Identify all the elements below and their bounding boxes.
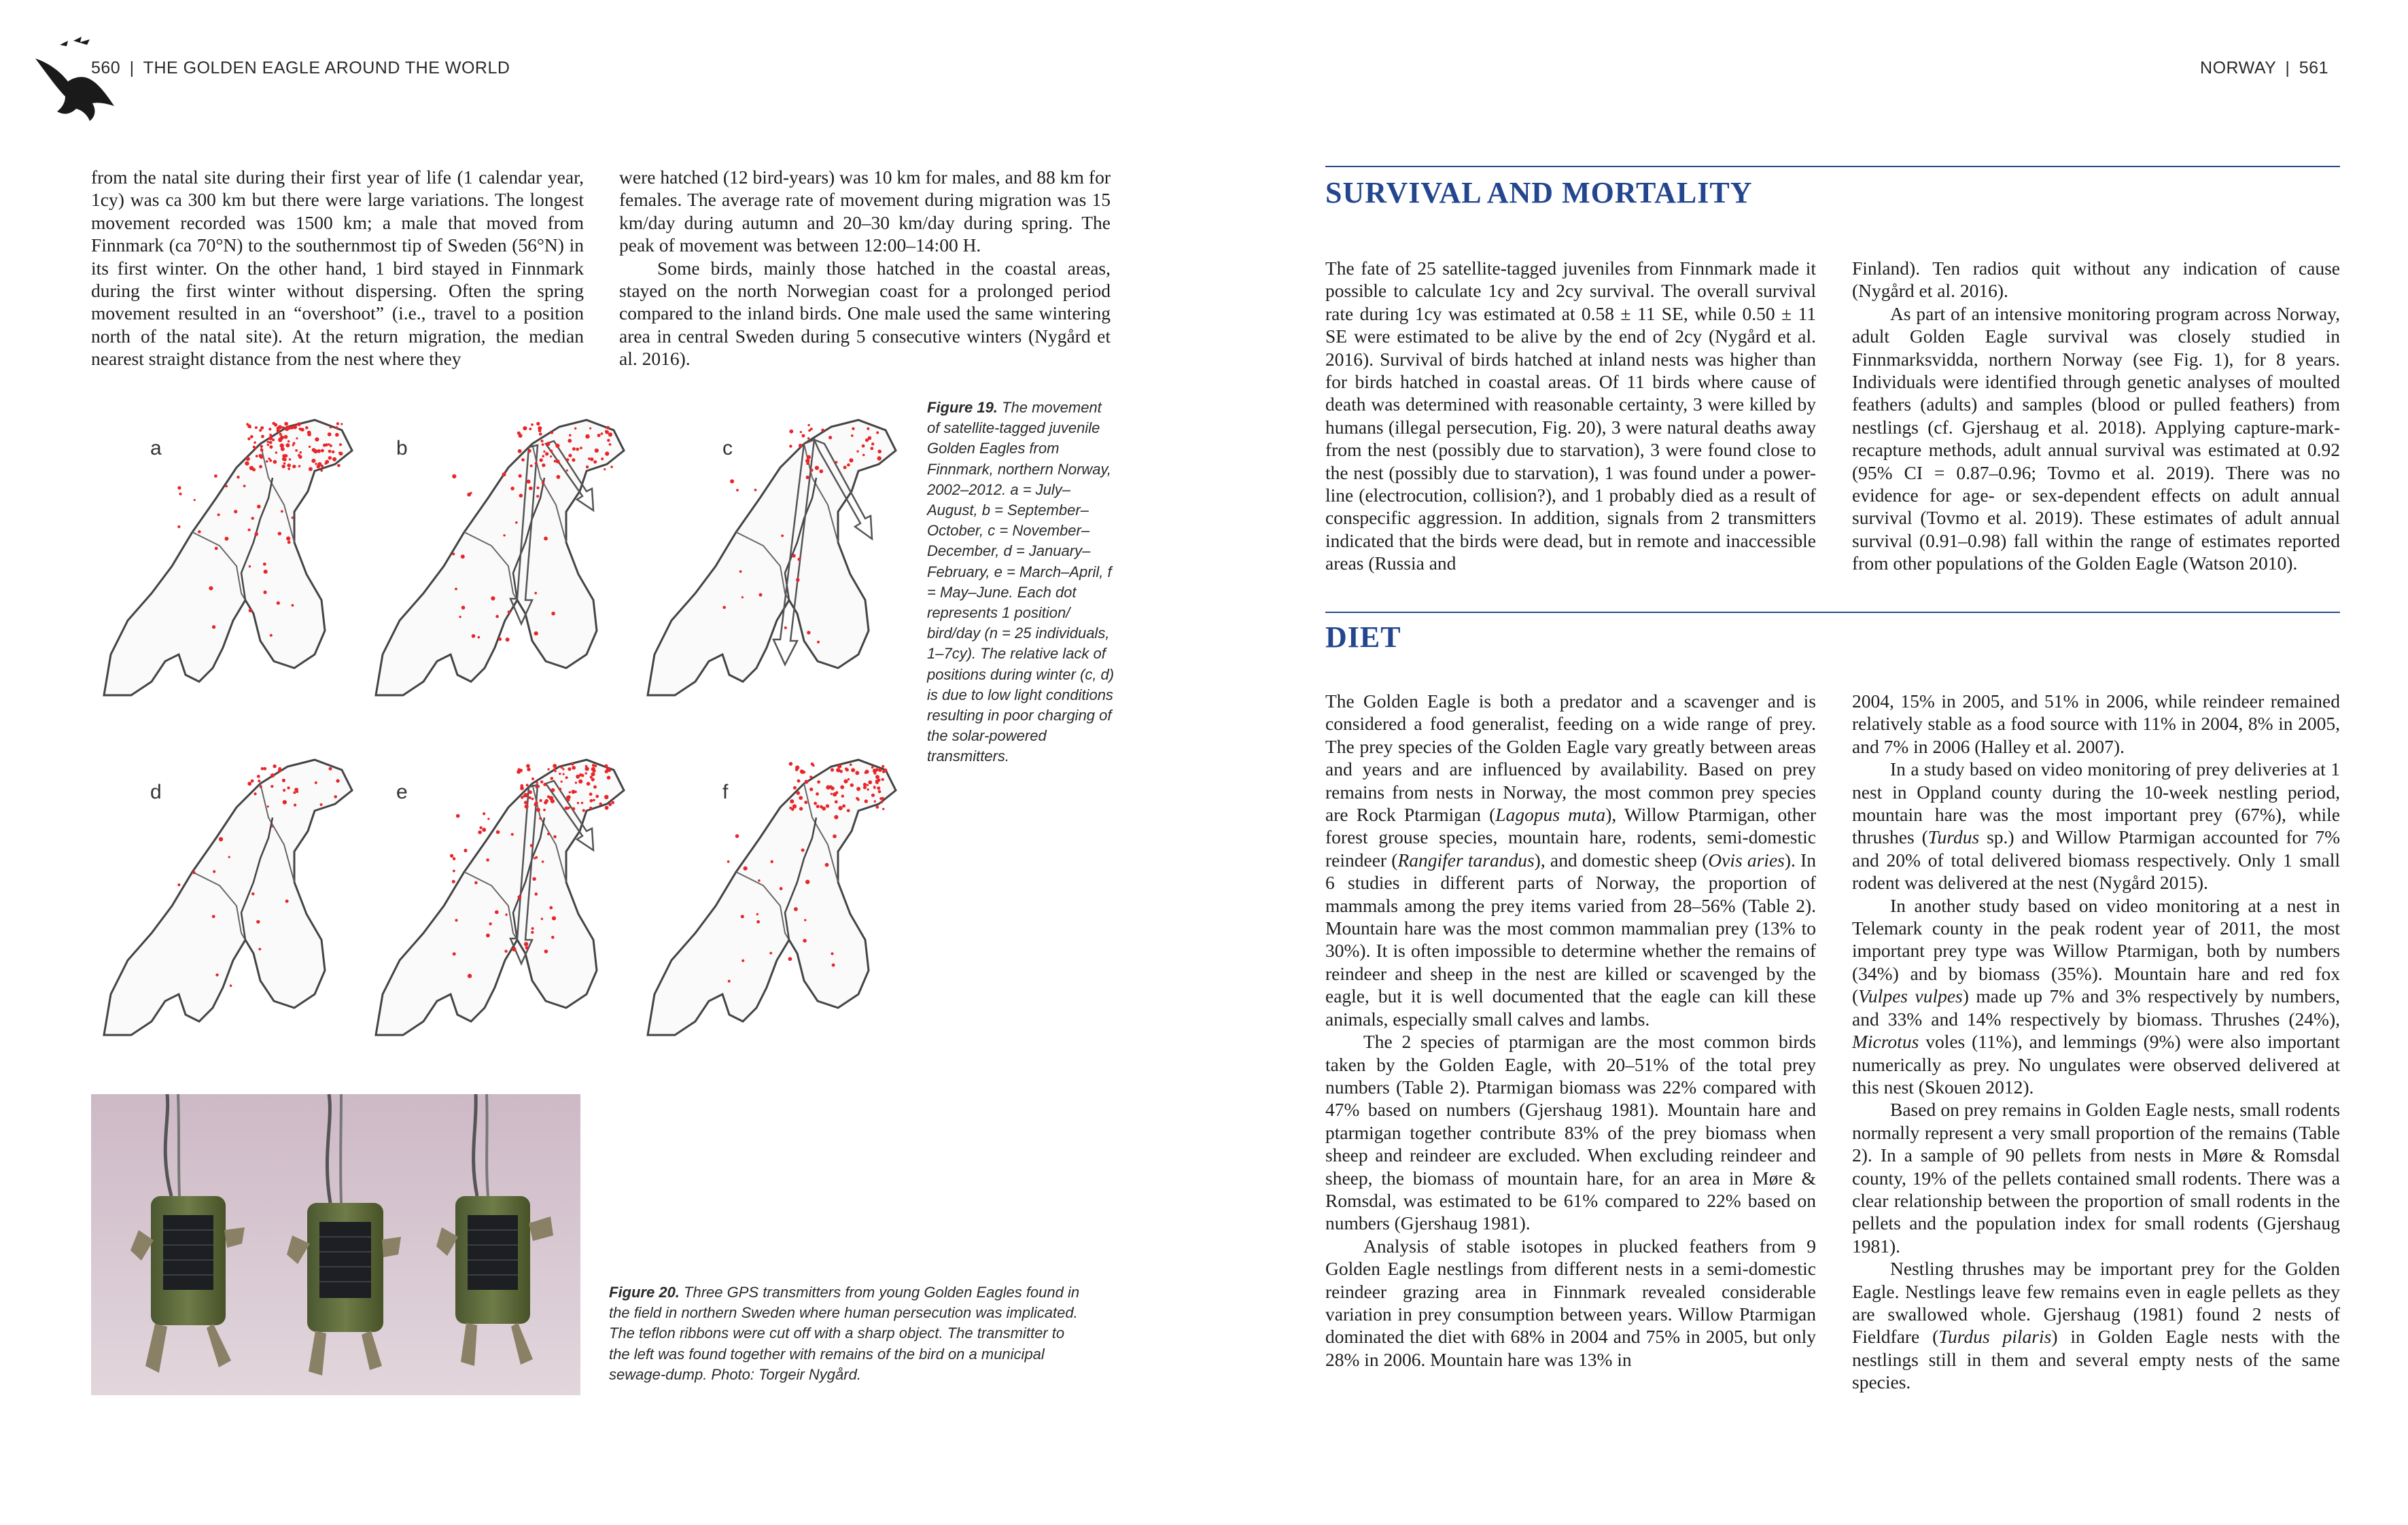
paragraph: The Golden Eagle is both a predator and a scavenger and is considered a food generalist, feeding on a wide range of prey. The prey species of the Golden Eagle vary greatly between areas and years and are influenced by availability. Based on prey remains from nests in Norway, the most common prey species are Rock Ptarmigan (Lagopus muta), Willow Ptarmigan, other forest grouse species, mountain hare, rodents, semi-domestic reindeer (Rangifer tarandus), and domestic sheep (Ovis aries). In 6 studies in different parts of Norway, the proportion of mammals among the prey items varied from 28–56% (Table 2). Mountain hare was the most common mammalian prey (13% to 30%). It is often impossible to determine whether the remains of reindeer and sheep in the nest are killed or scavenged by the eagle, but it is well documented that the eagle can kill these animals, especially small calves and lambs. [1325, 690, 1816, 1030]
figure-20-caption [609, 1282, 1088, 1385]
paragraph: The fate of 25 satellite-tagged juveniles from Finnmark made it possible to calculate 1cy and 2cy survival. The overall survival rate during 1cy was estimated at 0.58 ± 11 SE, while 0.50 ± 11 SE were estimated to be alive by the end of 2cy (Nygård et al. 2016). Survival of birds hatched at inland nests was higher than for birds hatched in coastal areas. Of 11 birds where cause of death was determined with reasonable certainty, 3 were killed by humans (illegal persecution, Fig. 20), 3 were natural deaths away from the nest (possibly due to starvation), 3 were found close to the nest (possibly due to starvation), 1 was found under a power-line (electrocution, collision?), and 1 probably died as a result of conspecific aggression. In addition, signals from 2 transmitters indicated that the birds were dead, but in remote and inaccessible areas (Russia and [1325, 258, 1816, 574]
left-page-header [91, 58, 510, 78]
paragraph: Finland). Ten radios quit without any indication of cause (Nygård et al. 2016). [1852, 258, 2340, 302]
right-page-number: 561 [2299, 58, 2328, 77]
caption-text: The movement of satellite-tagged juvenile Golden Eagles from Finnmark, northern Norway, 2002–2012. a = July–August, b = September–October, c = November–December, d = January–February, e = March–April, f = May–June. Each dot represents 1 position/ bird/day (n = 25 individuals, 1–7cy). The relative lack of positions during winter (c, d) is due to low light conditions resulting in poor charging of the solar-powered transmitters. [927, 399, 1115, 765]
header-separator: | [129, 58, 135, 77]
map-panel-e [362, 736, 631, 1066]
panel-label: f [722, 781, 729, 803]
paragraph: 2004, 15% in 2005, and 51% in 2006, while reindeer remained relatively stable as a food source with 11% in 2004, 8% in 2005, and 7% in 2006 (Halley et al. 2007). [1852, 690, 2340, 757]
map-panel-b [362, 396, 631, 726]
caption-label: Figure 19. [927, 399, 998, 416]
right-page-header [2200, 58, 2328, 78]
paragraph: Based on prey remains in Golden Eagle nests, small rodents normally represent a very small proportion of the remains (Table 2). In a sample of 90 pellets from nests in Møre & Romsdal county, 19% of the pellets contained small rodents. There was a clear relationship between the proportion of small rodents in the pellets and the population index for small rodents (Gjershaug 1981). [1852, 1099, 2340, 1257]
paragraph: The 2 species of ptarmigan are the most common birds taken by the Golden Eagle, with 20–51% of the total prey numbers (Table 2). Ptarmigan biomass was 22% compared with 47% based on numbers (Gjershaug 1981). Mountain hare and ptarmigan together contribute 83% of the prey biomass when sheep and reindeer are excluded. When excluding reindeer and sheep, the biomass of mountain hare, for an area in Møre & Romsdal, was estimated to be 61% compared to 22% based on numbers (Gjershaug 1981). [1325, 1031, 1816, 1234]
figure-19-maps [90, 396, 899, 1066]
panel-label: e [396, 781, 408, 803]
panel-label: d [150, 781, 162, 803]
paragraph: As part of an intensive monitoring program across Norway, adult Golden Eagle survival was closely studied in Finnmarksvidda, northern Norway (see Fig. 1), for 8 years. Individuals were identified through genetic analyses of moulted feathers (adults) and samples (blood or pulled feathers) from nestlings (cf. Gjershaug et al. 2018). Applying capture-mark-recapture methods, adult annual survival was estimated at 0.92 (95% CI = 0.87–0.96; Tovmo et al. 2019). There was no evidence for age- or sex-dependent effects on adult annual survival (Tovmo et al. 2019). These estimates of adult annual survival (0.91–0.98) fall within the range of estimates reported from other populations of the Golden Eagle (Watson 2010). [1852, 302, 2340, 574]
panel-label: b [396, 437, 408, 459]
left-page-number: 560 [91, 58, 121, 77]
map-panel-c [634, 396, 903, 726]
diet-column-1 [1325, 690, 1816, 1371]
map-panel-f [634, 736, 903, 1066]
paragraph: In another study based on video monitoring at a nest in Telemark county in the peak rodent year of 2011, the most important prey type was Willow Ptarmigan, both by numbers (34%) and by biomass (35%). Mountain hare and red fox (Vulpes vulpes) made up 7% and 3% respectively by numbers, and 33% and 14% respectively by biomass. Thrushes (24%), Microtus voles (11%), and lemmings (9%) were also important numerically as prey. No ungulates were observed delivered at this nest (Skouen 2012). [1852, 894, 2340, 1098]
paragraph: were hatched (12 bird-years) was 10 km for males, and 88 km for females. The average rate of movement during migration was 15 km/day during autumn and 20–30 km/day during spring. The peak of movement was between 12:00–14:00 H. [619, 166, 1111, 256]
caption-text: Three GPS transmitters from young Golden Eagles found in the field in northern Sweden where human persecution was implicated. The teflon ribbons were cut off with a sharp object. The transmitter to the left was found together with remains of the bird on a municipal sewage-dump. Photo: Torgeir Nygård. [609, 1284, 1080, 1383]
section-title-survival: SURVIVAL AND MORTALITY [1325, 176, 1753, 209]
eagle-logo-icon [33, 35, 120, 124]
paragraph: In a study based on video monitoring of prey deliveries at 1 nest in Oppland county during the 10-week nestling period, mountain hare was the most important prey (67%), while thrushes (Turdus sp.) and Willow Ptarmigan accounted for 7% and 20% of total delivered biomass respectively. Only 1 small rodent was delivered at the nest (Nygård 2015). [1852, 758, 2340, 894]
figure-19-caption [927, 398, 1117, 767]
left-column-1 [91, 166, 584, 370]
section-rule-survival [1325, 166, 2340, 167]
paragraph: from the natal site during their first year of life (1 calendar year, 1cy) was ca 300 km but there were large variations. The longest movement recorded was 1500 km; a male that moved from Finnmark (ca 70°N) to the southernmost tip of Sweden (56°N) in its first winter. On the other hand, 1 bird stayed in Finnmark during the first winter without dispersing. Often the spring movement resulted in an “overshoot” (i.e., travel to a position north of the natal site). At the return migration, the median nearest straight distance from the nest where they [91, 166, 584, 370]
paragraph: Nestling thrushes may be important prey for the Golden Eagle. Nestlings leave few remains even in eagle pellets as they are swallowed whole. Gjershaug (1981) found 2 nests of Fieldfare (Turdus pilaris) in Golden Eagle nests with the nestlings still in them and several empty nests of the same species. [1852, 1258, 2340, 1393]
paragraph: Analysis of stable isotopes in plucked feathers from 9 Golden Eagle nestlings from different nests in a semi-domestic reindeer grazing area in Finnmark revealed considerable variation in prey consumption between years. Willow Ptarmigan dominated the diet with 68% in 2004 and 75% in 2005, but only 28% in 2006. Mountain hare was 13% in [1325, 1235, 1816, 1370]
right-running-title: NORWAY [2200, 58, 2276, 77]
section-title-diet: DIET [1325, 620, 1401, 654]
section-rule-diet [1325, 612, 2340, 613]
left-column-2 [619, 166, 1111, 370]
map-panel-d [90, 736, 359, 1066]
left-running-title: THE GOLDEN EAGLE AROUND THE WORLD [143, 58, 510, 77]
diet-column-2 [1852, 690, 2340, 1394]
figure-20-photo [91, 1094, 580, 1395]
survival-column-1 [1325, 257, 1816, 575]
header-separator-right: | [2285, 58, 2290, 77]
paragraph: Some birds, mainly those hatched in the coastal areas, stayed on the north Norwegian coast for a prolonged period compared to the inland birds. One male used the same wintering area in central Sweden during 5 consecutive winters (Nygård et al. 2016). [619, 257, 1111, 370]
panel-label: a [150, 437, 162, 459]
map-panel-a [90, 396, 359, 726]
panel-label: c [722, 437, 733, 459]
survival-column-2 [1852, 257, 2340, 575]
caption-label: Figure 20. [609, 1284, 680, 1301]
